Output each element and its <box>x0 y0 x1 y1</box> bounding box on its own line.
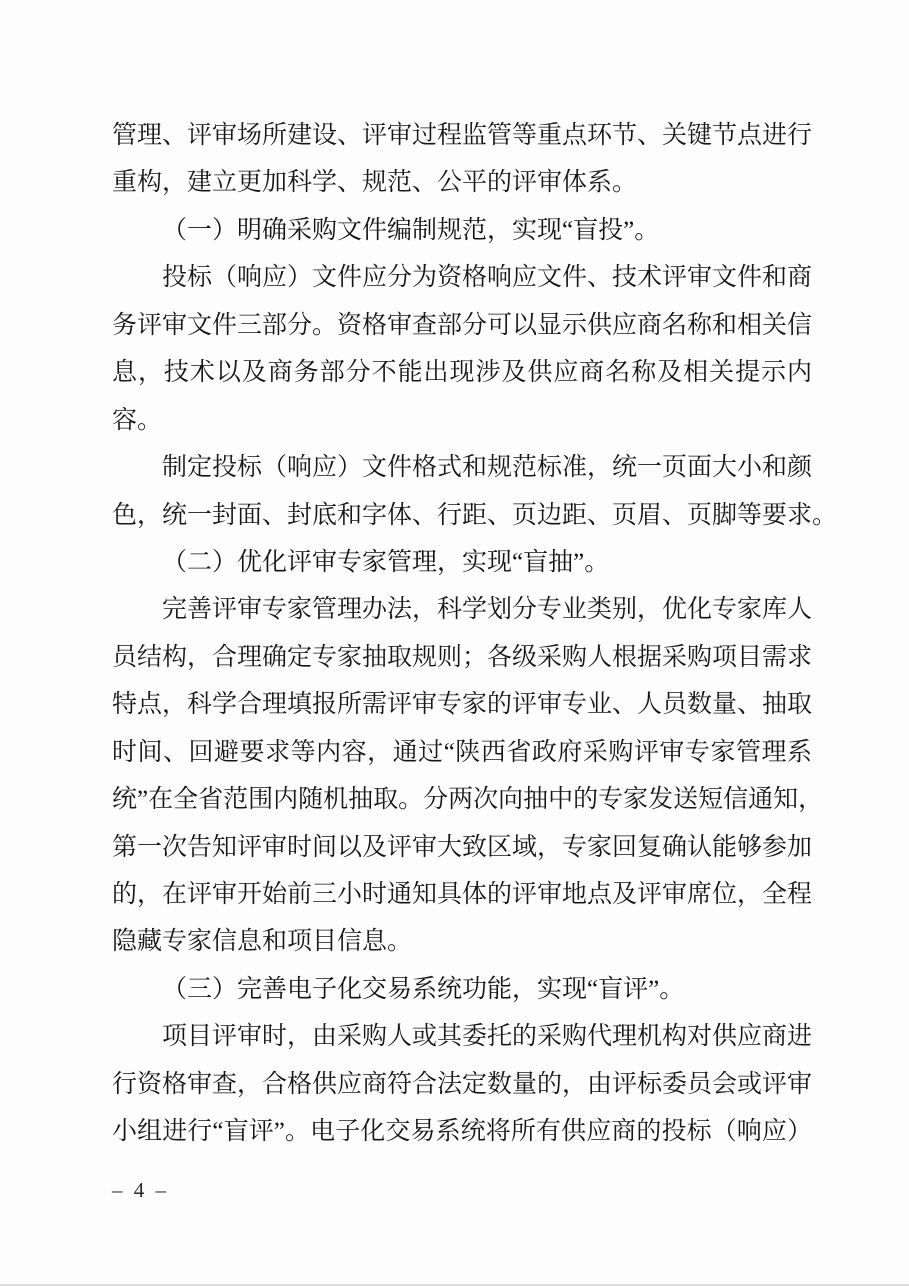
text-line: 小组进行“盲评”。电子化交易系统将所有供应商的投标（响应） <box>112 1118 812 1146</box>
text-line: 管理、评审场所建设、评审过程监管等重点环节、关键节点进行 <box>112 122 813 149</box>
body-paragraph <box>112 586 824 966</box>
text-line: （三）完善电子化交易系统功能，实现“盲评”。 <box>162 975 685 1003</box>
text-line: 员结构，合理确定专家抽取规则；各级采购人根据采购项目需求 <box>112 643 813 671</box>
text-line: 重构，建立更加科学、规范、公平的评审体系。 <box>112 169 638 197</box>
text-line: 隐藏专家信息和项目信息。 <box>112 928 413 956</box>
text-line: 特点，科学合理填报所需评审专家的评审专业、人员数量、抽取 <box>112 691 813 719</box>
text-line: 投标（响应）文件应分为资格响应文件、技术评审文件和商 <box>162 264 813 292</box>
text-line: 的，在评审开始前三小时通知具体的评审地点及评审席位，全程 <box>112 881 813 908</box>
text-line: 制定投标（响应）文件格式和规范标准，统一页面大小和颜 <box>162 454 813 482</box>
text-line: 项目评审时，由采购人或其委托的采购代理机构对供应商进 <box>162 1023 813 1051</box>
text-line: 行资格审查，合格供应商符合法定数量的，由评标委员会或评审 <box>112 1070 813 1098</box>
text-line: 色，统一封面、封底和字体、行距、页边距、页眉、页脚等要求。 <box>112 501 838 529</box>
text-line: （二）优化评审专家管理，实现“盲抽”。 <box>162 548 610 576</box>
text-line: 息，技术以及商务部分不能出现涉及供应商名称及相关提示内 <box>112 359 812 387</box>
text-line: 容。 <box>112 406 163 434</box>
text-line: 第一次告知评审时间以及评审大致区域，专家回复确认能够参加 <box>112 833 813 861</box>
body-paragraph <box>112 1013 812 1155</box>
text-line: 时间、回避要求等内容，通过“陕西省政府采购评审专家管理系 <box>112 738 812 766</box>
section-heading <box>112 207 812 254</box>
text-line: 统”在全省范围内随机抽取。分两次向抽中的专家发送短信通知， <box>112 786 824 814</box>
text-line: 完善评审专家管理办法，科学划分专业类别，优化专家库人 <box>162 596 813 624</box>
page-number: – 4 – <box>112 1178 169 1202</box>
body-paragraph <box>112 444 838 539</box>
body-paragraph <box>112 112 812 207</box>
text-line: 务评审文件三部分。资格审查部分可以显示供应商名称和相关信 <box>112 311 813 339</box>
section-heading <box>112 539 812 586</box>
text-line: （一）明确采购文件编制规范，实现“盲投”。 <box>162 216 660 244</box>
section-heading <box>112 966 812 1013</box>
document-content <box>112 112 838 1156</box>
body-paragraph <box>112 254 812 444</box>
